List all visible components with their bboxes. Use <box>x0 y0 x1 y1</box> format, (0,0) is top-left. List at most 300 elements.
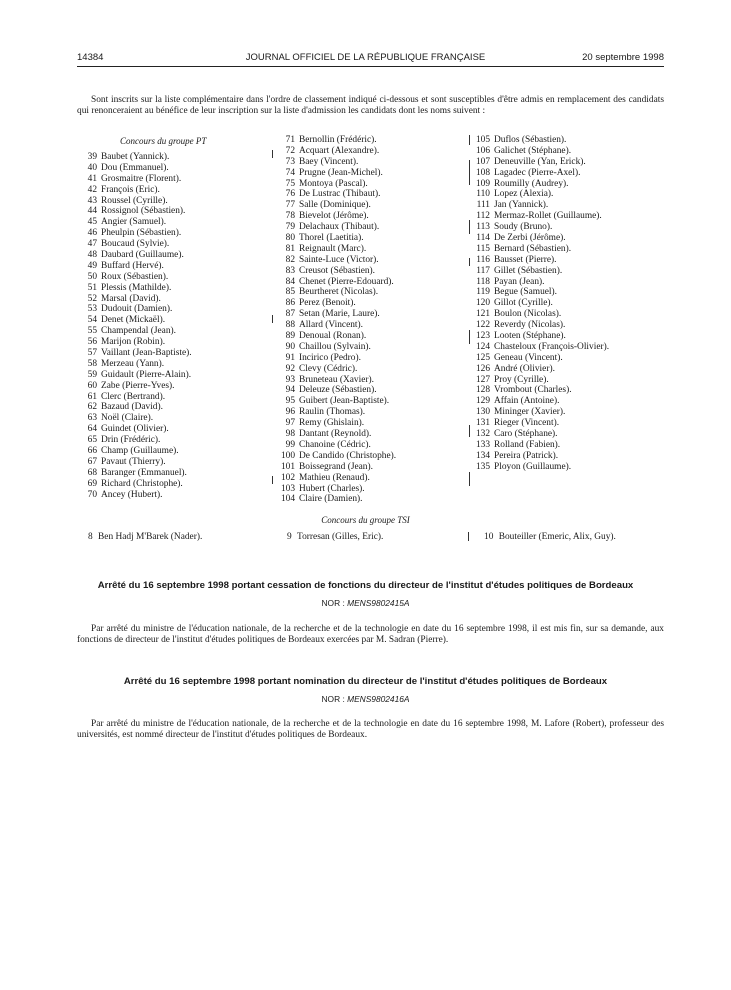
candidate-name: Remy (Ghislain). <box>299 418 365 429</box>
candidate-row <box>77 163 192 174</box>
candidate-rank: 40 <box>87 162 97 173</box>
candidate-row <box>77 457 192 468</box>
candidate-row <box>275 211 396 222</box>
tsi-rank: 9 <box>287 532 292 542</box>
candidate-row <box>275 494 396 505</box>
candidate-name: Merzeau (Yann). <box>101 358 165 369</box>
candidate-rank: 95 <box>285 396 295 407</box>
candidate-name: Denet (Mickaël). <box>101 315 166 326</box>
candidate-name: Dudouit (Damien). <box>101 304 173 315</box>
candidate-rank: 133 <box>475 439 490 450</box>
candidate-rank: 117 <box>476 265 490 276</box>
candidate-name: Guibert (Jean-Baptiste). <box>299 396 390 407</box>
candidate-row <box>470 407 609 418</box>
candidate-row <box>275 429 396 440</box>
candidate-rank: 125 <box>475 352 490 363</box>
candidate-row <box>77 272 192 283</box>
candidate-rank: 92 <box>285 363 295 374</box>
candidate-rank: 102 <box>280 472 295 483</box>
candidate-row <box>470 244 609 255</box>
column-divider <box>272 150 273 158</box>
candidate-row <box>77 217 192 228</box>
candidate-rank: 82 <box>285 254 295 265</box>
groupe-pt-column-2 <box>275 135 396 505</box>
candidate-row <box>77 392 192 403</box>
candidate-rank: 73 <box>285 156 295 167</box>
candidate-rank: 50 <box>87 271 97 282</box>
candidate-row <box>275 462 396 473</box>
candidate-rank: 71 <box>285 135 295 145</box>
column-divider <box>469 472 470 486</box>
candidate-name: Chasteloux (François-Olivier). <box>494 341 610 352</box>
candidate-rank: 74 <box>285 167 295 178</box>
candidate-name: Daubard (Guillaume). <box>101 250 184 261</box>
candidate-rank: 68 <box>87 467 97 478</box>
candidate-name: Mathieu (Renaud). <box>299 472 370 483</box>
column-divider <box>469 160 470 185</box>
groupe-pt-title: Concours du groupe PT <box>120 136 207 146</box>
column-divider <box>272 315 273 323</box>
candidate-row <box>77 206 192 217</box>
candidate-name: Roumilly (Audrey). <box>494 178 569 189</box>
candidate-rank: 54 <box>87 315 97 326</box>
candidate-rank: 72 <box>285 145 295 156</box>
candidate-rank: 48 <box>87 250 97 261</box>
candidate-rank: 70 <box>87 489 97 500</box>
candidate-rank: 55 <box>87 326 97 337</box>
candidate-rank: 110 <box>476 189 490 200</box>
candidate-name: Bernollin (Frédéric). <box>299 135 377 145</box>
candidate-rank: 80 <box>285 233 295 244</box>
candidate-row <box>470 331 609 342</box>
candidate-rank: 86 <box>285 298 295 309</box>
candidate-name: Baranger (Emmanuel). <box>101 467 187 478</box>
candidate-row <box>470 364 609 375</box>
candidate-rank: 65 <box>87 435 97 446</box>
candidate-name: Plessis (Mathilde). <box>101 282 172 293</box>
candidate-name: De Candido (Christophe). <box>299 450 397 461</box>
candidate-rank: 56 <box>87 337 97 348</box>
candidate-name: André (Olivier). <box>494 363 555 374</box>
candidate-row <box>470 211 609 222</box>
arrete-1-body: Par arrêté du ministre de l'éducation nationale, de la recherche et de la technologie en date du 16 septembre 1998, il est mis fin, sur sa demande, aux fonctions de directeur de l'institut d'études politiques de Bordeaux exercées par M. Sadran (Pierre). <box>77 624 664 645</box>
candidate-rank: 45 <box>87 217 97 228</box>
candidate-name: Raulin (Thomas). <box>299 407 366 418</box>
candidate-row <box>275 309 396 320</box>
candidate-row <box>470 320 609 331</box>
candidate-name: Lopez (Alexia). <box>494 189 554 200</box>
candidate-row <box>470 385 609 396</box>
candidate-row <box>470 287 609 298</box>
candidate-name: Bernard (Sébastien). <box>494 243 572 254</box>
candidate-name: Champendal (Jean). <box>101 326 176 337</box>
candidate-rank: 97 <box>285 418 295 429</box>
candidate-name: Ployon (Guillaume). <box>494 461 572 472</box>
candidate-name: Richard (Christophe). <box>101 478 183 489</box>
candidate-rank: 47 <box>87 239 97 250</box>
candidate-name: Lagadec (Pierre-Axel). <box>494 167 581 178</box>
candidate-rank: 128 <box>475 385 490 396</box>
candidate-rank: 81 <box>285 243 295 254</box>
candidate-name: Payan (Jean). <box>494 276 545 287</box>
candidate-row <box>470 277 609 288</box>
candidate-row <box>275 189 396 200</box>
candidate-rank: 59 <box>87 369 97 380</box>
candidate-rank: 76 <box>285 189 295 200</box>
candidate-row <box>275 473 396 484</box>
candidate-rank: 39 <box>87 152 97 162</box>
arrete-2-nor <box>0 694 731 704</box>
candidate-name: Deneuville (Yan, Erick). <box>494 156 586 167</box>
candidate-name: Pheulpin (Sébastien). <box>101 228 182 239</box>
page-number: 14384 <box>77 52 104 63</box>
candidate-rank: 109 <box>475 178 490 189</box>
candidate-row <box>77 326 192 337</box>
candidate-name: Gillot (Cyrille). <box>494 298 553 309</box>
candidate-name: Boulon (Nicolas). <box>494 309 562 320</box>
candidate-name: Acquart (Alexandre). <box>299 145 380 156</box>
candidate-name: Drin (Frédéric). <box>101 435 161 446</box>
candidate-rank: 103 <box>280 483 295 494</box>
candidate-rank: 90 <box>285 341 295 352</box>
candidate-rank: 87 <box>285 309 295 320</box>
candidate-row <box>275 157 396 168</box>
column-divider <box>469 258 470 266</box>
candidate-name: Soudy (Bruno). <box>494 222 553 233</box>
candidate-name: Boucaud (Sylvie). <box>101 239 170 250</box>
candidate-name: Buffard (Hervé). <box>101 260 164 271</box>
groupe-pt-column-3 <box>470 135 609 473</box>
candidate-row <box>470 255 609 266</box>
candidate-row <box>77 337 192 348</box>
candidate-rank: 78 <box>285 211 295 222</box>
candidate-name: Bruneteau (Xavier). <box>299 374 374 385</box>
candidate-row <box>470 462 609 473</box>
candidate-rank: 51 <box>87 282 97 293</box>
candidate-row <box>275 353 396 364</box>
candidate-rank: 53 <box>87 304 97 315</box>
candidate-row <box>77 196 192 207</box>
candidate-rank: 96 <box>285 407 295 418</box>
candidate-name: Angier (Samuel). <box>101 217 167 228</box>
candidate-row <box>275 179 396 190</box>
candidate-name: Proy (Cyrille). <box>494 374 549 385</box>
candidate-rank: 52 <box>87 293 97 304</box>
candidate-rank: 126 <box>475 363 490 374</box>
candidate-name: Bievelot (Jérôme). <box>299 211 369 222</box>
candidate-rank: 46 <box>87 228 97 239</box>
candidate-name: Sainte-Luce (Victor). <box>299 254 379 265</box>
tsi-name: Ben Hadj M'Barek (Nader). <box>98 532 203 542</box>
candidate-row <box>275 407 396 418</box>
candidate-name: Jan (Yannick). <box>494 200 549 211</box>
column-divider <box>469 425 470 437</box>
candidate-row <box>470 168 609 179</box>
candidate-rank: 64 <box>87 424 97 435</box>
candidate-name: Claire (Damien). <box>299 494 363 505</box>
candidate-rank: 41 <box>87 173 97 184</box>
candidate-row <box>470 375 609 386</box>
candidate-name: Incirico (Pedro). <box>299 352 361 363</box>
candidate-row <box>470 146 609 157</box>
candidate-name: Gillet (Sébastien). <box>494 265 563 276</box>
candidate-row <box>275 364 396 375</box>
candidate-rank: 91 <box>285 352 295 363</box>
candidate-row <box>470 429 609 440</box>
candidate-rank: 75 <box>285 178 295 189</box>
candidate-row <box>275 385 396 396</box>
column-divider <box>469 220 470 234</box>
candidate-row <box>77 152 192 163</box>
candidate-rank: 116 <box>476 254 490 265</box>
candidate-row <box>275 222 396 233</box>
candidate-name: Clerc (Bertrand). <box>101 391 166 402</box>
candidate-row <box>275 233 396 244</box>
candidate-rank: 93 <box>285 374 295 385</box>
arrete-2-body: Par arrêté du ministre de l'éducation nationale, de la recherche et de la technologie en date du 16 septembre 1998, M. Lafore (Robert), professeur des universités, est nommé directeur de l'institut d'études politiques de Bordeaux. <box>77 719 664 740</box>
candidate-rank: 107 <box>475 156 490 167</box>
candidate-name: Baey (Vincent). <box>299 156 359 167</box>
candidate-rank: 122 <box>475 320 490 331</box>
candidate-name: Roux (Sébastien). <box>101 271 169 282</box>
candidate-row <box>275 396 396 407</box>
candidate-name: Montoya (Pascal). <box>299 178 368 189</box>
candidate-name: Setan (Marie, Laure). <box>299 309 380 320</box>
candidate-name: Thorel (Laetitia). <box>299 233 364 244</box>
candidate-name: Galichet (Stéphane). <box>494 145 572 156</box>
candidate-name: Rieger (Vincent). <box>494 418 560 429</box>
candidate-row <box>77 261 192 272</box>
candidate-name: De Lustrac (Thibaut). <box>299 189 381 200</box>
groupe-tsi-title: Concours du groupe TSI <box>321 515 410 525</box>
candidate-name: Vaillant (Jean-Baptiste). <box>101 348 192 359</box>
nor-label: NOR : <box>321 694 345 704</box>
candidate-rank: 114 <box>476 233 490 244</box>
candidate-name: Marijon (Robin). <box>101 337 166 348</box>
candidate-rank: 60 <box>87 380 97 391</box>
candidate-name: Duflos (Sébastien). <box>494 135 567 145</box>
candidate-row <box>470 418 609 429</box>
candidate-row <box>470 135 609 146</box>
candidate-row <box>470 298 609 309</box>
candidate-name: Dantant (Reynold). <box>299 429 372 440</box>
candidate-name: Clevy (Cédric). <box>299 363 358 374</box>
candidate-name: Beurtheret (Nicolas). <box>299 287 379 298</box>
candidate-name: Rolland (Fabien). <box>494 439 561 450</box>
tsi-entry <box>88 532 202 542</box>
candidate-name: Guidault (Pierre-Alain). <box>101 369 192 380</box>
candidate-rank: 129 <box>475 396 490 407</box>
candidate-name: Hubert (Charles). <box>299 483 365 494</box>
candidate-rank: 85 <box>285 287 295 298</box>
candidate-row <box>77 185 192 196</box>
candidate-name: Grosmaitre (Florent). <box>101 173 182 184</box>
candidate-row <box>275 331 396 342</box>
nor-label: NOR : <box>321 598 345 608</box>
candidate-name: Mermaz-Rollet (Guillaume). <box>494 211 602 222</box>
candidate-name: Allard (Vincent). <box>299 320 363 331</box>
candidate-rank: 49 <box>87 260 97 271</box>
candidate-row <box>470 222 609 233</box>
candidate-row <box>275 440 396 451</box>
candidate-name: Chaillou (Sylvain). <box>299 341 371 352</box>
candidate-rank: 58 <box>87 358 97 369</box>
candidate-row <box>77 381 192 392</box>
candidate-rank: 112 <box>476 211 490 222</box>
candidate-row <box>275 266 396 277</box>
candidate-row <box>77 283 192 294</box>
candidate-row <box>77 490 192 501</box>
candidate-rank: 77 <box>285 200 295 211</box>
candidate-name: Rossignol (Sébastien). <box>101 206 186 217</box>
candidate-rank: 43 <box>87 195 97 206</box>
candidate-name: Affain (Antoine). <box>494 396 560 407</box>
candidate-row <box>275 342 396 353</box>
candidate-rank: 101 <box>280 461 295 472</box>
tsi-name: Bouteiller (Emeric, Alix, Guy). <box>498 532 616 542</box>
candidate-row <box>470 342 609 353</box>
candidate-rank: 105 <box>475 135 490 145</box>
candidate-rank: 100 <box>280 450 295 461</box>
header-rule <box>77 66 664 67</box>
candidate-rank: 79 <box>285 222 295 233</box>
candidate-row <box>77 294 192 305</box>
candidate-row <box>275 200 396 211</box>
candidate-rank: 127 <box>475 374 490 385</box>
candidate-row <box>275 135 396 146</box>
candidate-row <box>275 298 396 309</box>
nor-code: MENS9802415A <box>347 598 410 608</box>
candidate-rank: 94 <box>285 385 295 396</box>
candidate-name: Vrombout (Charles). <box>494 385 572 396</box>
candidate-rank: 121 <box>475 309 490 320</box>
candidate-row <box>275 255 396 266</box>
candidate-rank: 67 <box>87 456 97 467</box>
candidate-row <box>470 396 609 407</box>
candidate-name: Perez (Benoit). <box>299 298 356 309</box>
column-divider <box>272 476 273 484</box>
candidate-name: Ancey (Hubert). <box>101 489 163 500</box>
candidate-rank: 57 <box>87 348 97 359</box>
candidate-row <box>275 168 396 179</box>
candidate-row <box>275 418 396 429</box>
arrete-1-title: Arrêté du 16 septembre 1998 portant cessation de fonctions du directeur de l'institut d'études politiques de Bordeaux <box>97 580 634 591</box>
candidate-rank: 66 <box>87 446 97 457</box>
candidate-row <box>470 451 609 462</box>
candidate-row <box>77 228 192 239</box>
candidate-name: Guindet (Olivier). <box>101 424 169 435</box>
candidate-name: Chanoine (Cédric). <box>299 439 371 450</box>
candidate-row <box>470 189 609 200</box>
candidate-name: Bausset (Pierre). <box>494 254 557 265</box>
journal-title: JOURNAL OFFICIEL DE LA RÉPUBLIQUE FRANÇAISE <box>245 52 486 63</box>
candidate-rank: 118 <box>476 276 490 287</box>
candidate-name: Zabe (Pierre-Yves). <box>101 380 175 391</box>
candidate-name: Denoual (Ronan). <box>299 331 367 342</box>
candidate-rank: 108 <box>475 167 490 178</box>
candidate-row <box>470 266 609 277</box>
candidate-rank: 115 <box>476 243 490 254</box>
candidate-name: Roussel (Cyrille). <box>101 195 168 206</box>
candidate-rank: 124 <box>475 341 490 352</box>
candidate-name: Pereira (Patrick). <box>494 450 559 461</box>
candidate-row <box>77 435 192 446</box>
candidate-row <box>470 353 609 364</box>
column-divider <box>468 532 469 541</box>
candidate-row <box>470 233 609 244</box>
tsi-entry <box>484 532 616 542</box>
candidate-row <box>77 413 192 424</box>
candidate-name: Chenet (Pierre-Edouard). <box>299 276 394 287</box>
intro-paragraph: Sont inscrits sur la liste complémentaire dans l'ordre de classement indiqué ci-dessous et sont susceptibles d'être admis en remplacement des candidats qui renonceraient au bénéfice de leur inscription sur la liste d'admission les candidats dont les noms suivent : <box>77 95 664 116</box>
candidate-row <box>77 174 192 185</box>
candidate-row <box>77 446 192 457</box>
candidate-rank: 104 <box>280 494 295 505</box>
candidate-row <box>77 468 192 479</box>
candidate-name: Caro (Stéphane). <box>494 429 558 440</box>
candidate-name: Marsal (David). <box>101 293 161 304</box>
candidate-rank: 63 <box>87 413 97 424</box>
candidate-name: Reverdy (Nicolas). <box>494 320 566 331</box>
candidate-name: Bazaud (David). <box>101 402 163 413</box>
candidate-rank: 42 <box>87 184 97 195</box>
candidate-rank: 130 <box>475 407 490 418</box>
candidate-name: Dou (Emmanuel). <box>101 162 169 173</box>
candidate-name: Delachaux (Thibaut). <box>299 222 380 233</box>
candidate-row <box>77 348 192 359</box>
candidate-rank: 88 <box>285 320 295 331</box>
candidate-row <box>77 250 192 261</box>
candidate-row <box>77 315 192 326</box>
candidate-rank: 119 <box>476 287 490 298</box>
candidate-name: Noël (Claire). <box>101 413 154 424</box>
candidate-name: Reignault (Marc). <box>299 243 367 254</box>
candidate-name: Geneau (Vincent). <box>494 352 563 363</box>
candidate-name: François (Eric). <box>101 184 160 195</box>
candidate-rank: 69 <box>87 478 97 489</box>
candidate-row <box>470 179 609 190</box>
candidate-rank: 83 <box>285 265 295 276</box>
candidate-name: Champ (Guillaume). <box>101 446 179 457</box>
candidate-row <box>470 200 609 211</box>
candidate-row <box>77 239 192 250</box>
tsi-name: Torresan (Gilles, Eric). <box>297 532 384 542</box>
candidate-name: Salle (Dominique). <box>299 200 371 211</box>
candidate-rank: 123 <box>475 331 490 342</box>
column-divider <box>469 135 470 145</box>
column-divider <box>469 330 470 344</box>
candidate-rank: 62 <box>87 402 97 413</box>
candidate-rank: 106 <box>475 145 490 156</box>
arrete-1-nor <box>0 598 731 608</box>
candidate-rank: 61 <box>87 391 97 402</box>
candidate-rank: 111 <box>476 200 490 211</box>
candidate-name: Prugne (Jean-Michel). <box>299 167 383 178</box>
candidate-row <box>77 370 192 381</box>
candidate-rank: 120 <box>475 298 490 309</box>
candidate-name: Baubet (Yannick). <box>101 152 170 162</box>
candidate-row <box>275 484 396 495</box>
arrete-2-title: Arrêté du 16 septembre 1998 portant nomination du directeur de l'institut d'études politiques de Bordeaux <box>123 676 608 687</box>
candidate-name: Pavaut (Thierry). <box>101 456 166 467</box>
tsi-entry <box>287 532 383 542</box>
candidate-rank: 132 <box>475 429 490 440</box>
candidate-row <box>77 402 192 413</box>
nor-code: MENS9802416A <box>347 694 410 704</box>
tsi-rank: 10 <box>484 532 494 542</box>
candidate-row <box>470 157 609 168</box>
candidate-row <box>77 304 192 315</box>
